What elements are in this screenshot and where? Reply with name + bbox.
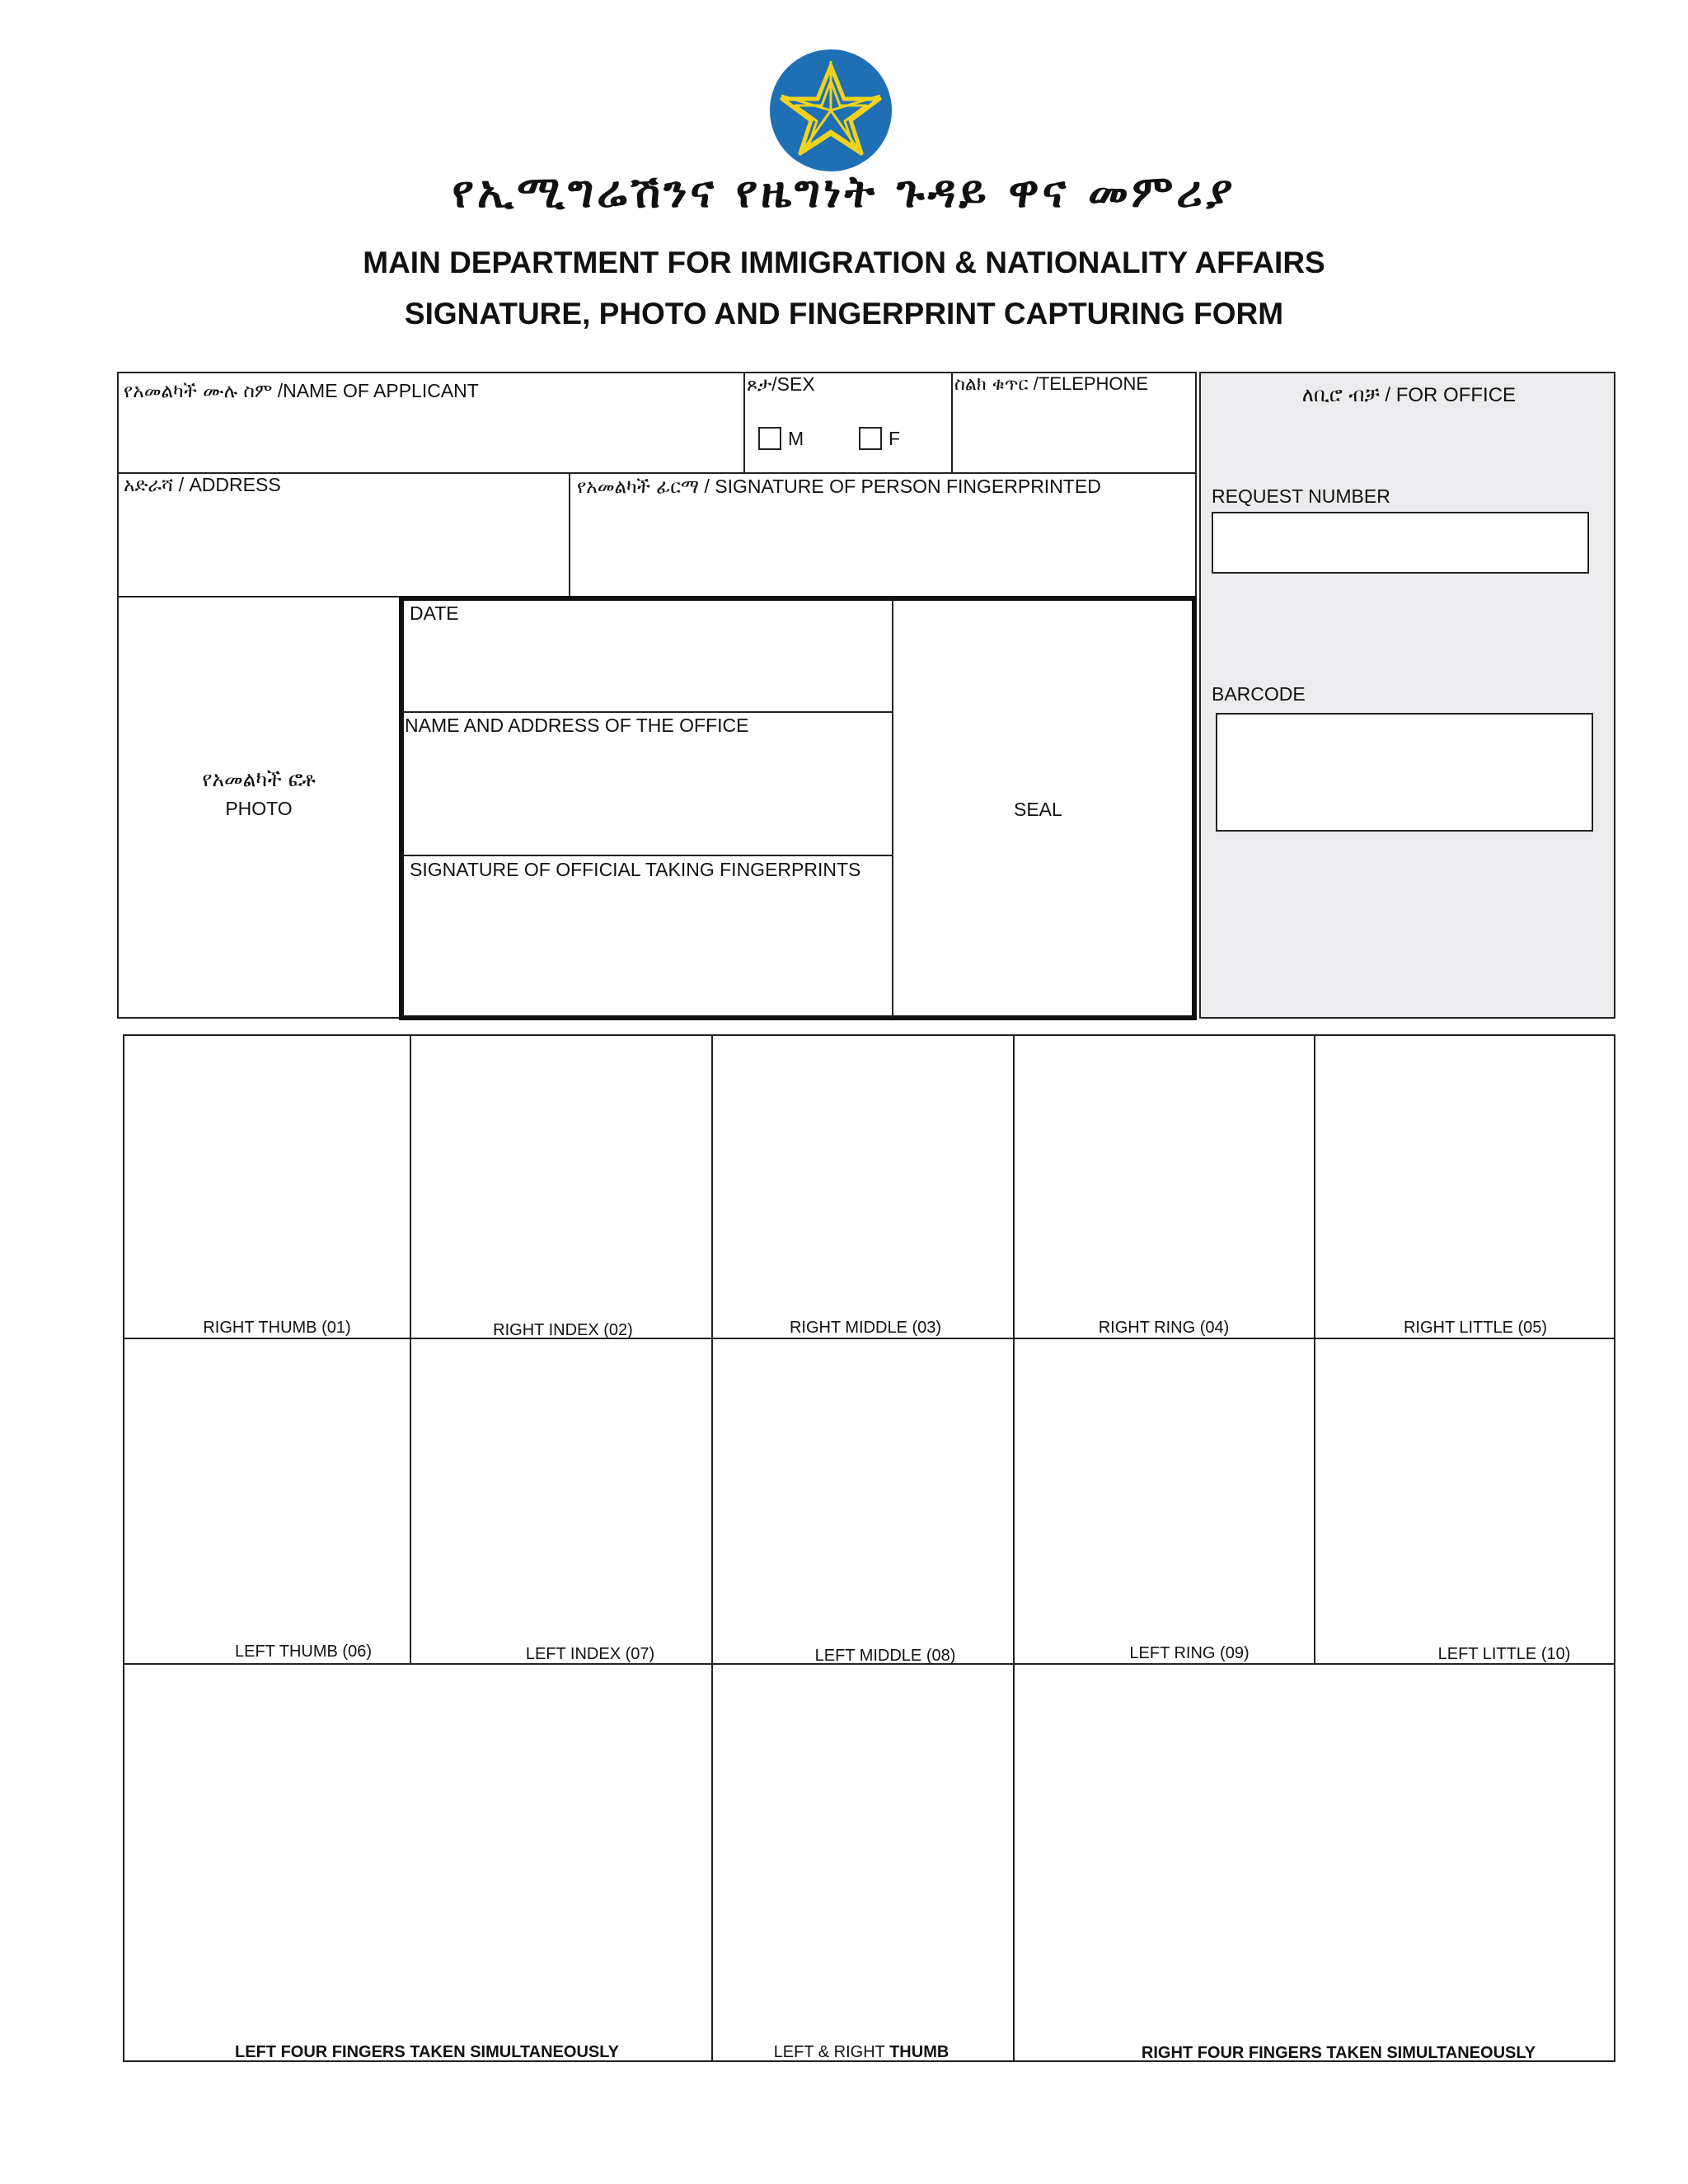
- date-field[interactable]: DATE: [410, 602, 459, 624]
- sex-f-checkbox[interactable]: [859, 427, 882, 450]
- address-label: / ADDRESS: [178, 474, 281, 495]
- right-ring-cell[interactable]: RIGHT RING (04): [1098, 1319, 1230, 1337]
- barcode-label: BARCODE: [1212, 683, 1306, 705]
- applicant-signature-label-am: የአመልካች ፊርማ: [577, 476, 700, 498]
- left-index-cell[interactable]: LEFT INDEX (07): [525, 1645, 655, 1663]
- sex-label-am: ጾታ: [747, 374, 772, 396]
- both-thumbs-cell[interactable]: [774, 2043, 950, 2062]
- both-thumbs-label: LEFT & RIGHT: [773, 2043, 890, 2061]
- seal-area[interactable]: SEAL: [1014, 799, 1062, 820]
- right-index-cell[interactable]: RIGHT INDEX (02): [493, 1321, 633, 1339]
- applicant-name-label: /NAME OF APPLICANT: [277, 380, 479, 401]
- sex-f-label: F: [889, 428, 901, 449]
- applicant-name-field[interactable]: [124, 381, 479, 402]
- photo-box[interactable]: [119, 598, 399, 1017]
- official-divider-vertical: [892, 599, 893, 1018]
- applicant-signature-field[interactable]: [577, 476, 1101, 498]
- left-ring-cell[interactable]: LEFT RING (09): [1129, 1644, 1250, 1662]
- office-use-title-en: / FOR OFFICE: [1385, 384, 1517, 406]
- official-divider-2: [402, 855, 893, 856]
- office-use-panel: [1199, 372, 1615, 1019]
- sex-label: [747, 374, 815, 396]
- telephone-label: /TELEPHONE: [1033, 373, 1149, 394]
- barcode-box[interactable]: [1216, 713, 1593, 832]
- ethiopian-emblem-star-icon: [768, 48, 893, 173]
- sex-m-checkbox[interactable]: [758, 427, 781, 450]
- left-middle-cell[interactable]: LEFT MIDDLE (08): [814, 1647, 956, 1665]
- office-use-title: [1201, 383, 1617, 407]
- form-title: SIGNATURE, PHOTO AND FINGERPRINT CAPTURING FORM: [404, 297, 1284, 330]
- left-thumb-cell[interactable]: LEFT THUMB (06): [235, 1643, 372, 1661]
- right-little-cell[interactable]: RIGHT LITTLE (05): [1403, 1319, 1548, 1337]
- photo-label-am: የአመልካች ፎቶ: [202, 767, 316, 791]
- right-middle-cell[interactable]: RIGHT MIDDLE (03): [789, 1319, 942, 1337]
- official-signature-field[interactable]: SIGNATURE OF OFFICIAL TAKING FINGERPRINTS: [410, 859, 861, 880]
- department-title: MAIN DEPARTMENT FOR IMMIGRATION & NATIONALITY AFFAIRS: [363, 246, 1325, 279]
- telephone-label-am: ስልክ ቁጥር: [954, 374, 1029, 395]
- both-thumbs-label-bold: THUMB: [889, 2043, 950, 2061]
- photo-label: PHOTO: [225, 798, 293, 819]
- office-use-title-am: ለቢሮ ብቻ: [1301, 383, 1380, 406]
- address-field[interactable]: [124, 475, 281, 496]
- request-number-label: REQUEST NUMBER: [1212, 485, 1390, 507]
- applicant-signature-label: / SIGNATURE OF PERSON FINGERPRINTED: [704, 476, 1101, 497]
- right-thumb-cell[interactable]: RIGHT THUMB (01): [203, 1319, 351, 1337]
- address-label-am: አድራሻ: [124, 475, 174, 496]
- office-name-address-field[interactable]: NAME AND ADDRESS OF THE OFFICE: [405, 715, 749, 736]
- sex-m-label: M: [788, 428, 804, 449]
- left-four-fingers-cell[interactable]: LEFT FOUR FINGERS TAKEN SIMULTANEOUSLY: [235, 2043, 619, 2061]
- applicant-name-label-am: የአመልካች ሙሉ ስም: [124, 381, 273, 402]
- official-section: [399, 596, 1197, 1020]
- sex-label-en: /SEX: [771, 373, 815, 395]
- left-little-cell[interactable]: LEFT LITTLE (10): [1437, 1645, 1571, 1663]
- right-four-fingers-cell[interactable]: RIGHT FOUR FINGERS TAKEN SIMULTANEOUSLY: [1141, 2044, 1536, 2062]
- amharic-department-title: የኢሚግሬሽንና የዜግነት ጉዳይ ዋና መምሪያ: [452, 165, 1236, 218]
- telephone-field[interactable]: [954, 374, 1148, 395]
- official-divider-1: [402, 711, 893, 713]
- request-number-input[interactable]: [1212, 512, 1589, 574]
